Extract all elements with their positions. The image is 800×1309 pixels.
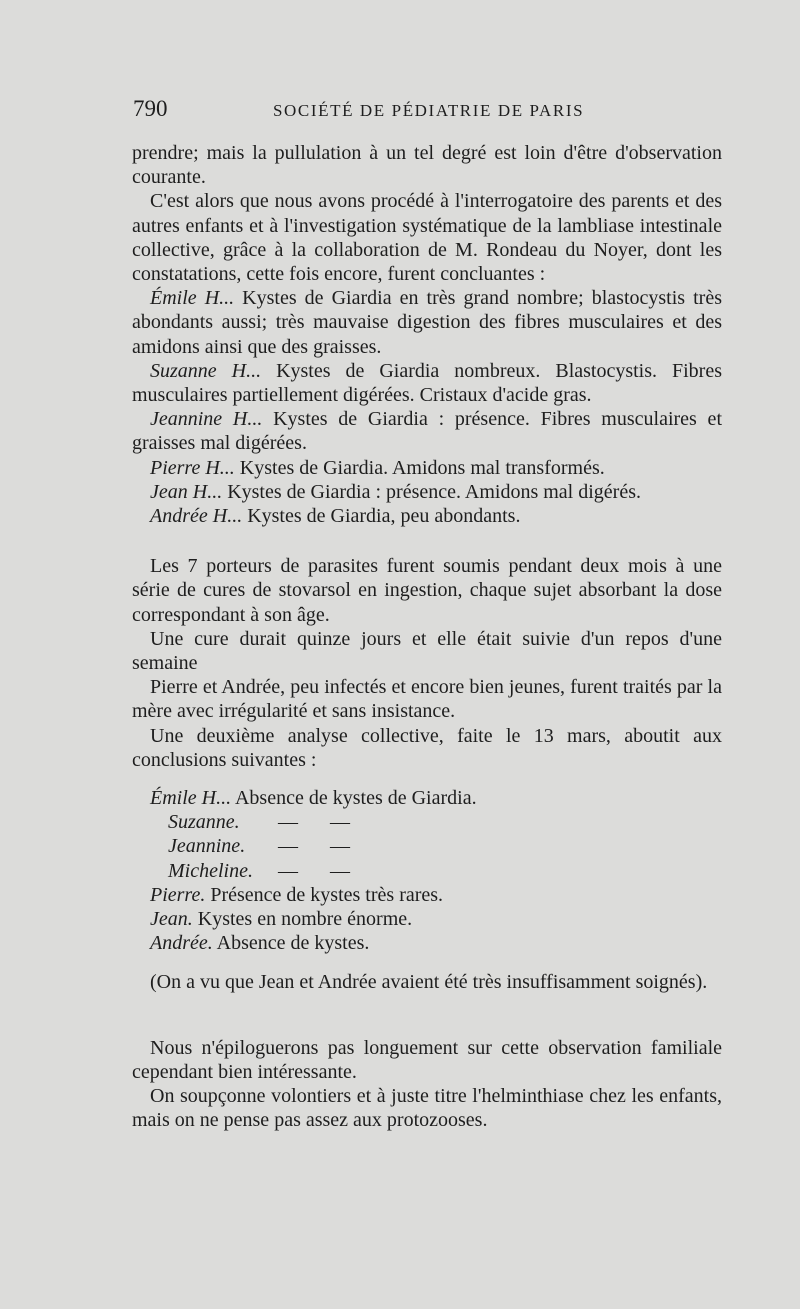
ditto-mark: — [330, 859, 350, 882]
second-result-entry [132, 931, 722, 955]
paragraph: Une cure durait quinze jours et elle était suivie d'un repos d'une semaine [132, 627, 722, 675]
result-text: Kystes de Giardia, peu abondants. [242, 505, 521, 528]
result-entry [132, 456, 722, 480]
patient-name: Jeannine H... [150, 408, 263, 431]
second-result-entry [132, 883, 722, 907]
patient-name: Pierre H... [150, 456, 235, 479]
paragraph: (On a vu que Jean et Andrée avaient été très insuffisamment soignés). [150, 970, 708, 993]
ditto-mark: — [330, 835, 350, 858]
second-result-entry [132, 786, 722, 810]
second-result-entry [132, 810, 722, 834]
result-text: Kystes de Giardia. Amidons mal transformés. [234, 456, 605, 479]
result-text: Kystes de Giardia : présence. Fibres musculaires et graisses mal digérées. [132, 408, 722, 455]
running-head: SOCIÉTÉ DE PÉDIATRIE DE PARIS [273, 101, 585, 120]
patient-name: Andrée. [150, 932, 213, 955]
result-text: Absence de kystes. [212, 932, 370, 955]
patient-name: Micheline. [168, 859, 253, 882]
patient-name: Suzanne. [168, 811, 240, 834]
result-text: Kystes de Giardia en très grand nombre; blastocystis très abondants aussi; très mauvaise digestion des fibres musculaires et des amidons ainsi que des graisses. [132, 287, 722, 358]
result-text: Kystes de Giardia nombreux. Blastocystis. Fibres musculaires partiellement digérées. Cristaux d'acide gras. [132, 359, 723, 407]
result-entry [132, 407, 722, 455]
body-text [132, 141, 722, 1133]
second-result-entry [132, 859, 722, 883]
result-entry [132, 504, 722, 528]
paragraph: prendre; mais la pullulation à un tel degré est loin d'être d'observation courante. [132, 142, 722, 189]
result-entry [132, 480, 722, 504]
patient-name: Jeannine. [168, 835, 246, 858]
ditto-mark: — [278, 811, 298, 834]
result-text: Absence de kystes de Giardia. [231, 787, 477, 810]
patient-name: Jean. [150, 908, 193, 931]
result-entry [132, 286, 722, 359]
ditto-mark: — [278, 859, 298, 882]
patient-name: Émile H... [150, 287, 235, 310]
second-result-entry [132, 907, 722, 931]
paragraph: C'est alors que nous avons procédé à l'interrogatoire des parents et des autres enfants et à l'investigation systématique de la lambliase intestinale collective, grâce à la collaboration de M. Rondeau du Noyer, dont les constatations, cette fois encore, furent concluantes : [132, 190, 722, 286]
second-result-entry [132, 834, 722, 858]
patient-name: Suzanne H... [150, 359, 262, 382]
result-text: Kystes de Giardia : présence. Amidons mal digérés. [222, 480, 641, 503]
paragraph: Nous n'épiloguerons pas longuement sur cette observation familiale cependant bien intéressante. [132, 1036, 722, 1083]
patient-name: Andrée H... [150, 505, 243, 528]
ditto-mark: — [278, 835, 298, 858]
result-entry [132, 359, 722, 407]
paragraph: On soupçonne volontiers et à juste titre l'helminthiase chez les enfants, mais on ne pense pas assez aux protozooses. [132, 1085, 722, 1132]
patient-name: Pierre. [150, 883, 206, 906]
paragraph: Pierre et Andrée, peu infectés et encore bien jeunes, furent traités par la mère avec irrégularité et sans insistance. [132, 676, 722, 723]
page-number: 790 [133, 96, 168, 121]
result-text: Présence de kystes très rares. [205, 883, 444, 906]
ditto-mark: — [330, 811, 350, 834]
patient-name: Émile H... [150, 787, 232, 810]
result-text: Kystes en nombre énorme. [192, 908, 413, 931]
paragraph: Les 7 porteurs de parasites furent soumis pendant deux mois à une série de cures de stovarsol en ingestion, chaque sujet absorbant la dose correspondant à son âge. [132, 555, 722, 626]
patient-name: Jean H... [150, 480, 223, 503]
paragraph: Une deuxième analyse collective, faite le 13 mars, aboutit aux conclusions suivantes : [132, 724, 722, 771]
page-header [133, 96, 723, 126]
